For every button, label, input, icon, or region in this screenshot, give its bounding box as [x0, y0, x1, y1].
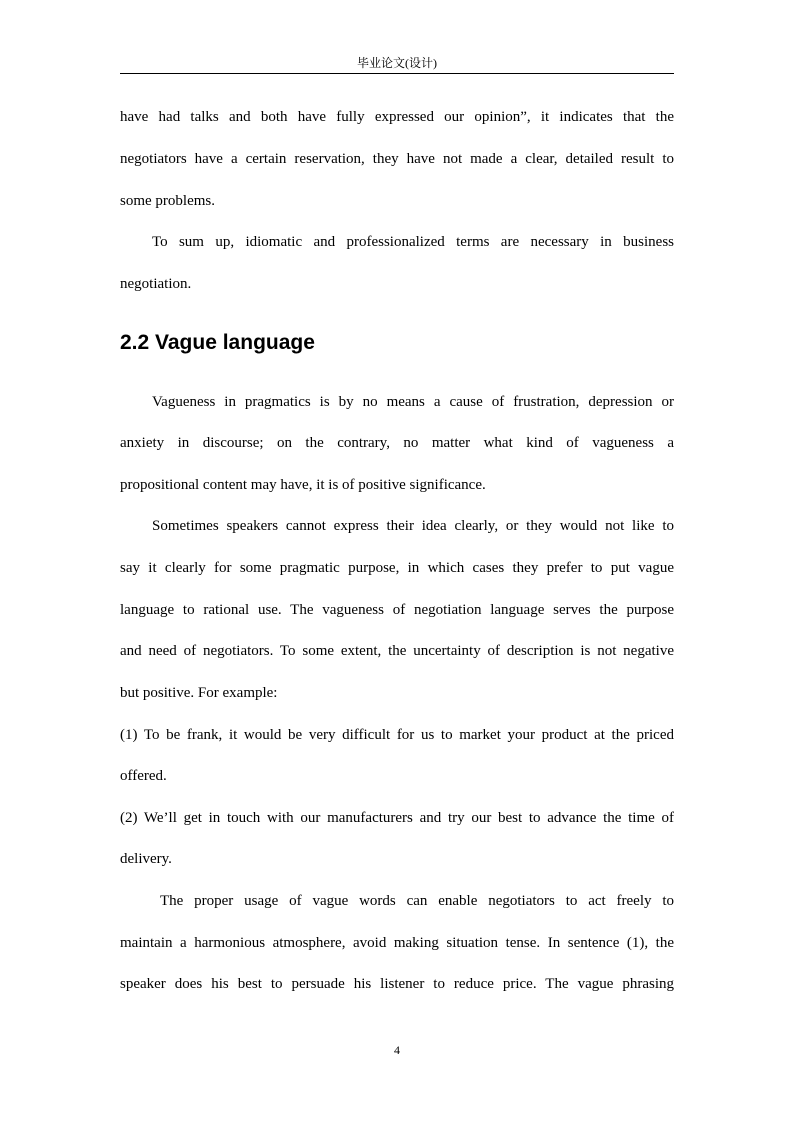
body-line: and need of negotiators. To some extent, the uncertainty of description is not negative [120, 643, 674, 659]
body-line: negotiation. [120, 276, 192, 292]
body-line: negotiators have a certain reservation, they have not made a clear, detailed result to [120, 151, 674, 167]
body-line: say it clearly for some pragmatic purpose, in which cases they prefer to put vague [120, 560, 674, 576]
body-line: language to rational use. The vagueness of negotiation language serves the purpose [120, 602, 674, 618]
body-line: speaker does his best to persuade his listener to reduce price. The vague phrasing [120, 976, 674, 992]
body-line: maintain a harmonious atmosphere, avoid making situation tense. In sentence (1), the [120, 935, 674, 951]
body-line: some problems. [120, 193, 215, 209]
example-line: (1) To be frank, it would be very difficult for us to market your product at the priced [120, 727, 674, 743]
body-line: have had talks and both have fully expressed our opinion”, it indicates that the [120, 109, 674, 125]
body-line: propositional content may have, it is of positive significance. [120, 477, 486, 493]
body-line: anxiety in discourse; on the contrary, no matter what kind of vagueness a [120, 435, 674, 451]
body-line: but positive. For example: [120, 685, 278, 701]
page-header: 毕业论文(设计) [357, 56, 437, 70]
body-line: The proper usage of vague words can enable negotiators to act freely to [160, 893, 674, 909]
example-line: offered. [120, 768, 167, 784]
example-line: (2) We’ll get in touch with our manufacturers and try our best to advance the time of [120, 810, 674, 826]
page-number: 4 [394, 1043, 400, 1057]
body-line: To sum up, idiomatic and professionalized terms are necessary in business [152, 234, 674, 250]
example-line: delivery. [120, 851, 172, 867]
body-line: Vagueness in pragmatics is by no means a cause of frustration, depression or [152, 394, 674, 410]
body-line: Sometimes speakers cannot express their idea clearly, or they would not like to [152, 518, 674, 534]
section-heading: 2.2 Vague language [120, 331, 315, 354]
header-rule [120, 73, 674, 74]
